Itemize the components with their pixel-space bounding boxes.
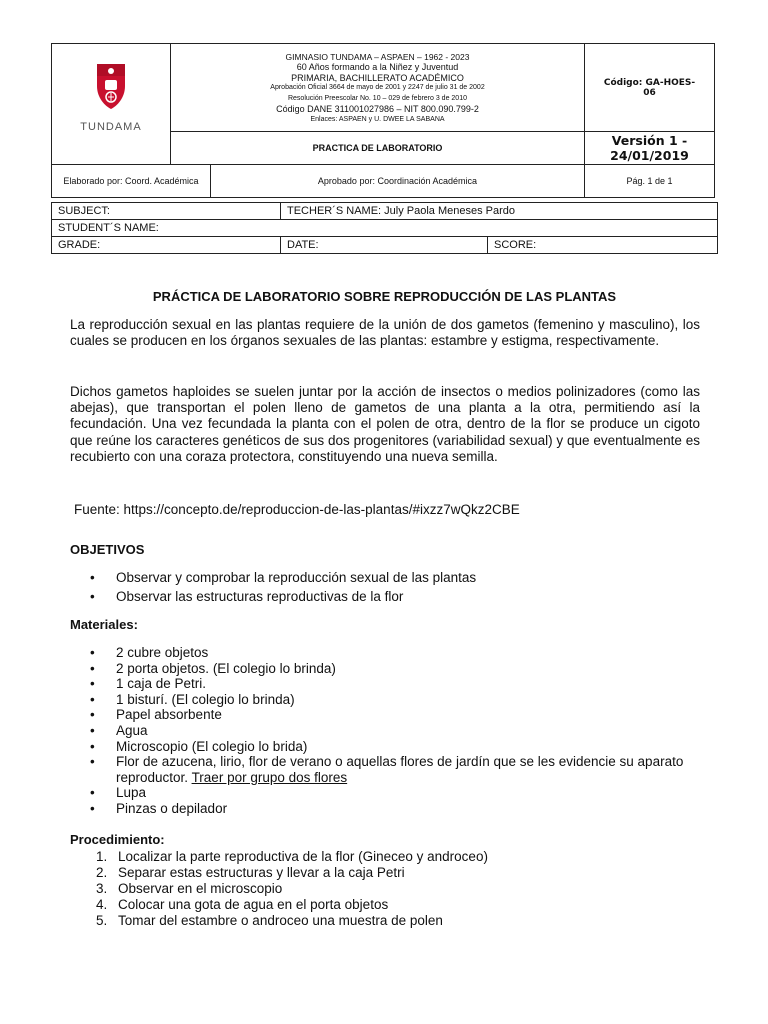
version-cell <box>585 132 715 165</box>
step-text: Localizar la parte reproductiva de la flor (Gineceo y androceo) <box>118 849 488 864</box>
source-link[interactable]: Fuente: https://concepto.de/reproduccion-de-las-plantas/#ixzz7wQkz2CBE <box>74 502 520 517</box>
list-item: • Agua <box>116 723 716 739</box>
materiales-list <box>70 645 716 817</box>
step-text: Observar en el microscopio <box>118 881 283 896</box>
school-line: GIMNASIO TUNDAMA – ASPAEN – 1962 - 2023 <box>285 51 470 62</box>
score-field[interactable]: SCORE: <box>488 237 718 254</box>
student-table <box>51 202 718 254</box>
school-line: 60 Años formando a la Niñez y Juventud <box>296 62 459 73</box>
school-info <box>171 44 585 132</box>
logo-text: TUNDAMA <box>80 121 142 133</box>
list-item: • Pinzas o depilador <box>116 801 716 817</box>
school-line: Enlaces: ASPAEN y U. DWEE LA SABANA <box>310 115 445 123</box>
header-table <box>51 43 715 198</box>
step-text: Colocar una gota de agua en el porta objetos <box>118 897 389 912</box>
list-item: • 2 cubre objetos <box>116 645 716 661</box>
list-item: • Lupa <box>116 785 716 801</box>
school-line: Aprobación Oficial 3664 de mayo de 2001 y 2247 de julio 31 de 2002 <box>270 84 485 92</box>
shield-icon <box>95 62 127 110</box>
paragraph-gametes: Dichos gametos haploides se suelen juntar por la acción de insectos o medios polinizadores (como las abejas), que transportan el polen lleno de gametos de una planta a la otra, permitiendo así la fecundación. Una vez fecundada la planta con el polen de otra, dentro de la flor se produce un cigoto que reúne los caracteres genéticos de sus dos progenitores (variabilidad sexual) y que eventualmente es recubierto con una coraza protectora, constituyendo una nueva semilla. <box>70 384 700 464</box>
version-text: Versión 1 - 24/01/2019 <box>610 133 689 164</box>
list-item: 5. Tomar del estambre o androceo una muestra de polen <box>96 913 443 928</box>
list-item: • Observar las estructuras reproductivas de la flor <box>116 589 476 605</box>
date-field[interactable]: DATE: <box>281 237 488 254</box>
step-text: Separar estas estructuras y llevar a la caja Petri <box>118 865 405 880</box>
flower-item-underlined: Traer por grupo dos flores <box>191 769 348 785</box>
teacher-field: TECHER´S NAME: July Paola Meneses Pardo <box>281 203 718 220</box>
aprobado-cell: Aprobado por: Coordinación Académica <box>210 165 584 198</box>
procedimiento-heading: Procedimiento: <box>70 832 165 847</box>
practice-title: PRÁCTICA DE LABORATORIO SOBRE REPRODUCCIÓN DE LAS PLANTAS <box>152 289 617 304</box>
list-item: 1. Localizar la parte reproductiva de la flor (Gineceo y androceo) <box>96 849 488 864</box>
list-item: • Microscopio (El colegio lo brida) <box>116 739 716 755</box>
school-line: Código DANE 311001027986 – NIT 800.090.799-2 <box>276 104 479 115</box>
objetivos-list <box>70 570 476 604</box>
list-item: • Papel absorbente <box>116 707 716 723</box>
procedimiento-list <box>70 849 488 929</box>
logo-cell <box>52 44 171 165</box>
list-item: 4. Colocar una gota de agua en el porta objetos <box>96 897 389 912</box>
school-logo <box>52 44 170 164</box>
doc-title-cell: PRACTICA DE LABORATORIO <box>171 132 585 165</box>
pagina-cell: Pág. 1 de 1 <box>585 165 715 198</box>
list-item <box>116 754 716 785</box>
doc-code <box>585 44 715 132</box>
school-line: Resolución Preescolar No. 10 – 029 de febrero 3 de 2010 <box>287 94 467 102</box>
list-item: • Observar y comprobar la reproducción sexual de las plantas <box>116 570 476 586</box>
objetivos-heading: OBJETIVOS <box>70 542 145 557</box>
paragraph-intro: La reproducción sexual en las plantas requiere de la unión de dos gametos (femenino y masculino), los cuales se producen en los órganos sexuales de las plantas: estambre y estigma, respectivamente. <box>70 317 700 349</box>
list-item: • 2 porta objetos. (El colegio lo brinda) <box>116 661 716 677</box>
elaborado-cell: Elaborado por: Coord. Académica <box>52 165 211 198</box>
flower-item-text: Flor de azucena, lirio, flor de verano o aquellas flores de jardín que se les evidencie su aparato reproductor. <box>116 754 684 785</box>
student-name-field[interactable]: STUDENT´S NAME: <box>52 220 718 237</box>
list-item: 2. Separar estas estructuras y llevar a la caja Petri <box>96 865 405 880</box>
list-item: • 1 bisturí. (El colegio lo brinda) <box>116 692 716 708</box>
list-item: • 1 caja de Petri. <box>116 676 716 692</box>
grade-field[interactable]: GRADE: <box>52 237 281 254</box>
subject-field[interactable]: SUBJECT: <box>52 203 281 220</box>
doc-code-text: Código: GA-HOES-06 <box>603 77 696 98</box>
step-text: Tomar del estambre o androceo una muestra de polen <box>118 913 443 928</box>
materiales-heading: Materiales: <box>70 617 138 632</box>
list-item: 3. Observar en el microscopio <box>96 881 283 896</box>
school-line: PRIMARIA, BACHILLERATO ACADÉMICO <box>291 72 464 83</box>
